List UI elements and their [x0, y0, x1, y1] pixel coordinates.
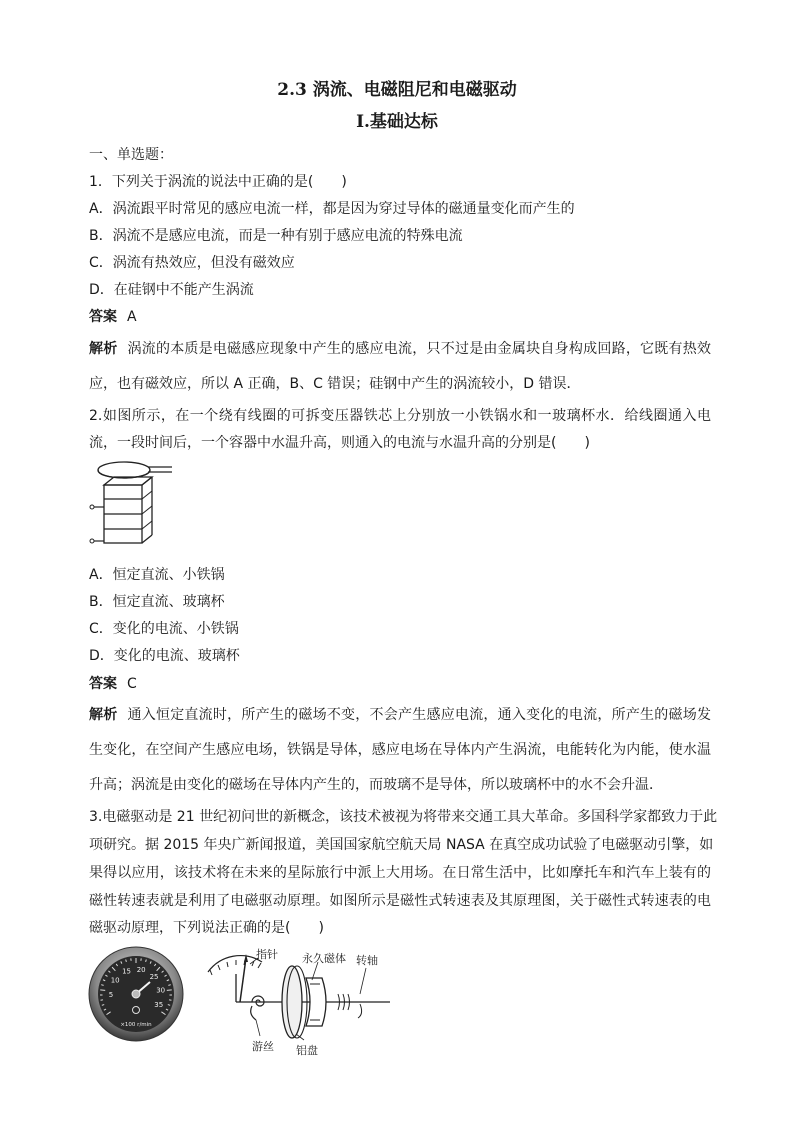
question-type-heading: 一、单选题：: [89, 147, 173, 163]
q2-option-b: B．恒定直流、玻璃杯: [89, 594, 225, 610]
label-pointer: 指针: [256, 948, 278, 961]
q1-analysis-line-1: 解析 涡流的本质是电磁感应现象中产生的感应电流，只不过是由金属块自身构成回路，它既有热效: [89, 341, 712, 357]
q3-stem-line-5: 磁驱动原理，下列说法正确的是( ): [89, 920, 324, 936]
gauge-tick-label: 35: [154, 1000, 164, 1009]
q1-option-b: B．涡流不是感应电流，而是一种有别于感应电流的特殊电流: [89, 228, 463, 244]
q1-stem: 1．下列关于涡流的说法中正确的是( ): [89, 174, 347, 190]
answer-label: 答案: [89, 676, 117, 692]
q2-option-c: C．变化的电流、小铁锅: [89, 621, 239, 637]
tachometer-gauge: [88, 946, 184, 1042]
q1-answer: [89, 308, 137, 326]
gauge-tick-label: 5: [108, 990, 114, 999]
answer-value: C: [127, 676, 137, 692]
gauge-tick: [167, 990, 172, 991]
q2-analysis-line-2: 生变化，在空间产生感应电场，铁锅是导体，感应电场在导体内产生涡流，电能转化为内能，使水温: [89, 742, 711, 758]
label-spring: 游丝: [252, 1040, 274, 1053]
q2-analysis-line-3: 升高；涡流是由变化的磁场在导体内产生的，而玻璃不是导体，所以玻璃杯中的水不会升温．: [89, 777, 663, 793]
tachometer-principle-diagram: [200, 944, 400, 1059]
analysis-label: 解析: [89, 707, 118, 723]
q2-stem-line-1: 2.如图所示，在一个绕有线圈的可拆变压器铁芯上分别放一小铁锅水和一玻璃杯水．给线圈通入电: [89, 408, 711, 424]
gauge-tick: [126, 960, 127, 962]
gauge-tick: [168, 985, 170, 986]
gauge-unit: ×100 r/min: [120, 1022, 152, 1028]
label-disk: 铝盘: [296, 1044, 318, 1057]
q1-analysis-line-2: 应，也有磁效应，所以 A 正确，B、C 错误；硅钢中产生的涡流较小，D 错误．: [89, 376, 581, 392]
gauge-tick-label: 20: [136, 966, 146, 975]
q2-option-a: A．恒定直流、小铁锅: [89, 567, 225, 583]
q1-option-a: A．涡流跟平时常见的感应电流一样，都是因为穿过导体的磁通量变化而产生的: [89, 201, 575, 217]
gauge-tick: [146, 960, 147, 962]
page-title: 2.3 涡流、电磁阻尼和电磁驱动: [277, 80, 517, 100]
q1-option-c: C．涡流有热效应，但没有磁效应: [89, 255, 295, 271]
q3-stem-line-3: 果得以应用，该技术将在未来的星际旅行中派上大用场。在日常生活中，比如摩托车和汽车上装有的: [89, 865, 711, 881]
label-shaft: 转轴: [356, 954, 378, 967]
gauge-tick-label: 25: [149, 973, 159, 982]
analysis-label: 解析: [89, 341, 118, 357]
transformer-figure: [86, 455, 186, 555]
q2-answer: [89, 675, 137, 693]
q2-analysis-line-1: 解析 通入恒定直流时，所产生的磁场不变，不会产生感应电流，通入变化的电流，所产生的磁场发: [89, 707, 712, 723]
gauge-tick-label: 15: [122, 967, 131, 976]
gauge-tick: [101, 985, 103, 986]
q1-option-d: D．在硅钢中不能产生涡流: [89, 282, 254, 298]
q2-stem-line-2: 流，一段时间后，一个容器中水温升高，则通入的电流与水温升高的分别是( ): [89, 435, 590, 451]
q3-stem-line-2: 项研究。据 2015 年央广新闻报道，美国国家航空航天局 NASA 在真空成功试验了电磁驱动引擎，如: [89, 837, 714, 853]
gauge-tick-label: 30: [156, 986, 166, 995]
gauge-tick: [100, 990, 105, 991]
label-magnet: 永久磁体: [302, 952, 346, 965]
q3-stem-line-4: 磁性转速表就是利用了电磁驱动原理。如图所示是磁性式转速表及其原理图，关于磁性式转速表的电: [89, 893, 711, 909]
section-heading: Ⅰ.基础达标: [356, 112, 438, 132]
q3-stem-line-1: 3.电磁驱动是 21 世纪初问世的新概念，该技术被视为将带来交通工具大革命。多国科学家都致力于此: [89, 809, 718, 825]
answer-value: A: [127, 309, 137, 325]
q2-option-d: D．变化的电流、玻璃杯: [89, 648, 240, 664]
gauge-tick-label: 10: [110, 976, 120, 985]
answer-label: 答案: [89, 309, 117, 325]
